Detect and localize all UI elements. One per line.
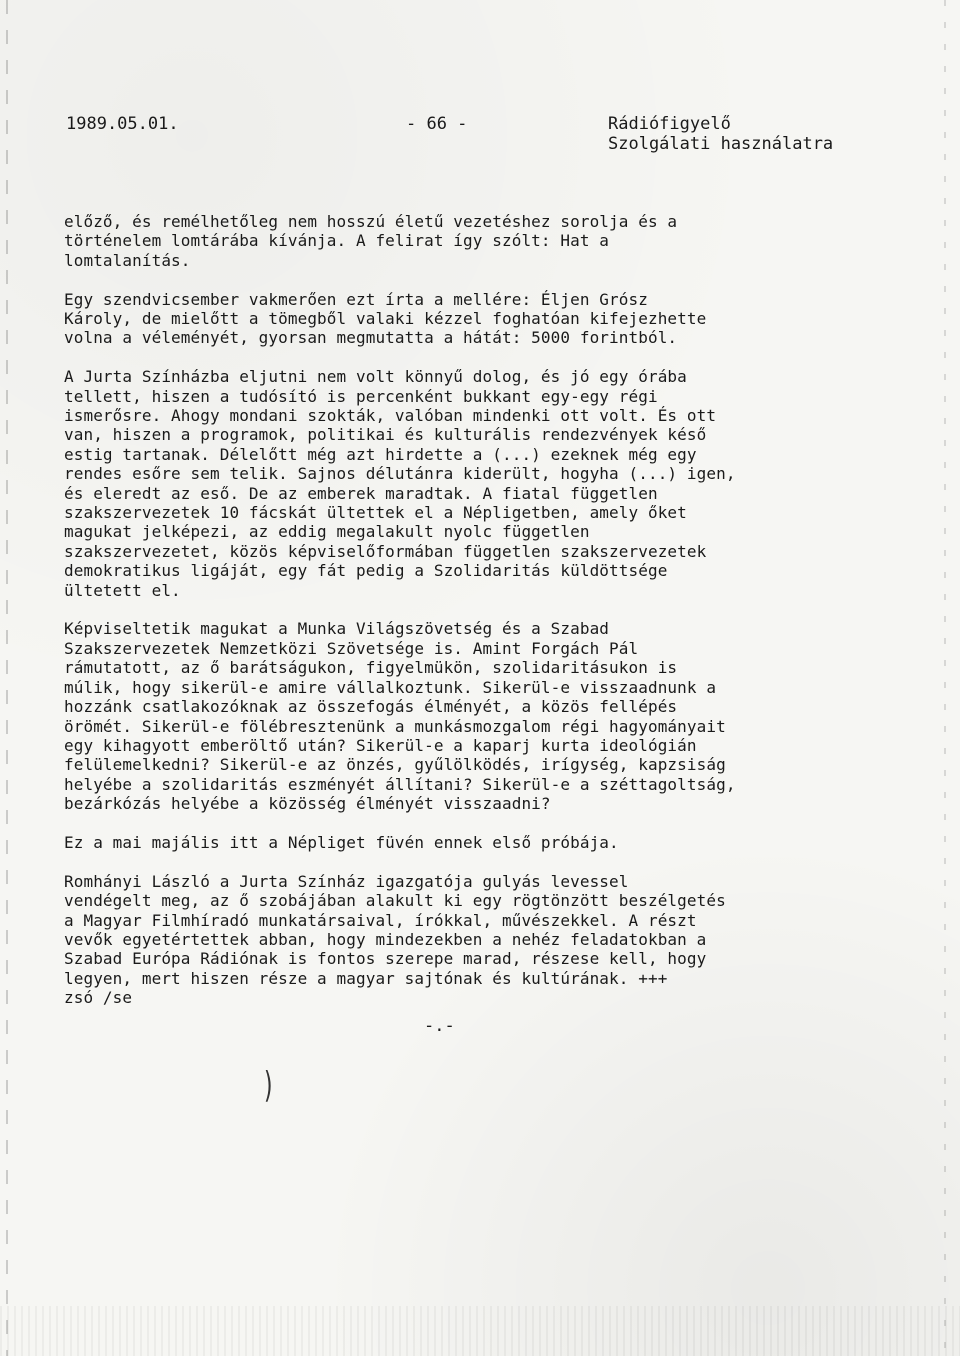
scan-right-edge	[944, 0, 946, 1356]
header-date: 1989.05.01.	[66, 114, 179, 134]
header-page-number: - 66 -	[406, 114, 468, 134]
header-publication-block	[608, 114, 833, 154]
scan-bottom-noise	[0, 1306, 960, 1356]
end-mark: -.-	[424, 1016, 455, 1036]
stray-mark: )	[262, 1066, 276, 1107]
scan-left-edge	[6, 0, 8, 1356]
page-header	[66, 114, 866, 158]
header-publication: Rádiófigyelő	[608, 114, 731, 134]
signature: zsó /se	[64, 988, 133, 1008]
header-classification: Szolgálati használatra	[608, 134, 834, 154]
paragraph: Romhányi László a Jurta Színház igazgatója gulyás levessel vendégelt meg, az ő szobájában alakult ki egy rögtönzött beszélgetés a Magyar Filmhíradó munkatársaival, írókkal, művészekkel. A részt vevők egyetértettek abban, hogy mindezekben a nehéz feladatokban a Szabad Európa Rádiónak is fontos szerepe marad, részese kell, hogy legyen, mert hiszen része a magyar sajtónak és kultúrának. +++	[64, 871, 726, 988]
paragraph: A Jurta Színházba eljutni nem volt könnyű dolog, és jó egy órába tellett, hiszen a tudósító is percenként bukkant egy-egy régi ismerősre. Ahogy mondani szokták, valóban mindenki ott volt. És ott van, hiszen a programok, politikai és kulturális rendezvények késő estig tartanak. Délelőtt még azt hirdette a (...) ezeknek még egy rendes esőre sem telik. Sajnos délutánra kiderült, hogyha (...) igen, és eleredt az eső. De az emberek maradtak. A fiatal független szakszervezetek 10 fácskát ültettek el a Népligetben, amely őket magukat jelképezi, az eddig megalakult nyolc független szakszervezetet, közös képviselőformában független szakszervezetek demokratikus ligáját, egy fát pedig a Szolidaritás küldöttsége ültetett el.	[64, 367, 736, 600]
paragraph: Képviseltetik magukat a Munka Világszövetség és a Szabad Szakszervezetek Nemzetközi Szövetsége is. Amint Forgách Pál rámutatott, az ő barátságukon, figyelmükön, szolidaritásukon is múlik, hogy sikerül-e amire vállalkoztunk. Sikerül-e visszaadnunk a hozzánk csatlakozóknak az összefogás élményét, a közös fellépés örömét. Sikerül-e fölébresztenünk a munkásmozgalom régi hagyományait egy kihagyott emberöltő után? Sikerül-e a kaparj kurta ideológián felülemelkedni? Sikerül-e az önzés, gyűlölködés, irígység, kapzsiság helyébe a szolidaritás eszményét állítani? Sikerül-e a széttagoltság, bezárkózás helyébe a közösség élményét visszaadni?	[64, 619, 736, 814]
paragraph: előző, és remélhetőleg nem hosszú életű vezetéshez sorolja és a történelem lomtárába kívánja. A felirat így szólt: Hat a lomtalanítás.	[64, 212, 678, 270]
article-body	[64, 212, 884, 1027]
paragraph: Ez a mai majális itt a Népliget füvén ennek első próbája.	[64, 832, 619, 852]
paragraph: Egy szendvicsember vakmerően ezt írta a mellére: Éljen Grósz Károly, de mielőtt a tömegből valaki kézzel foghatóan kifejezhette volna a véleményét, gyorsan megmutatta a hátát: 5000 forintból.	[64, 289, 707, 348]
